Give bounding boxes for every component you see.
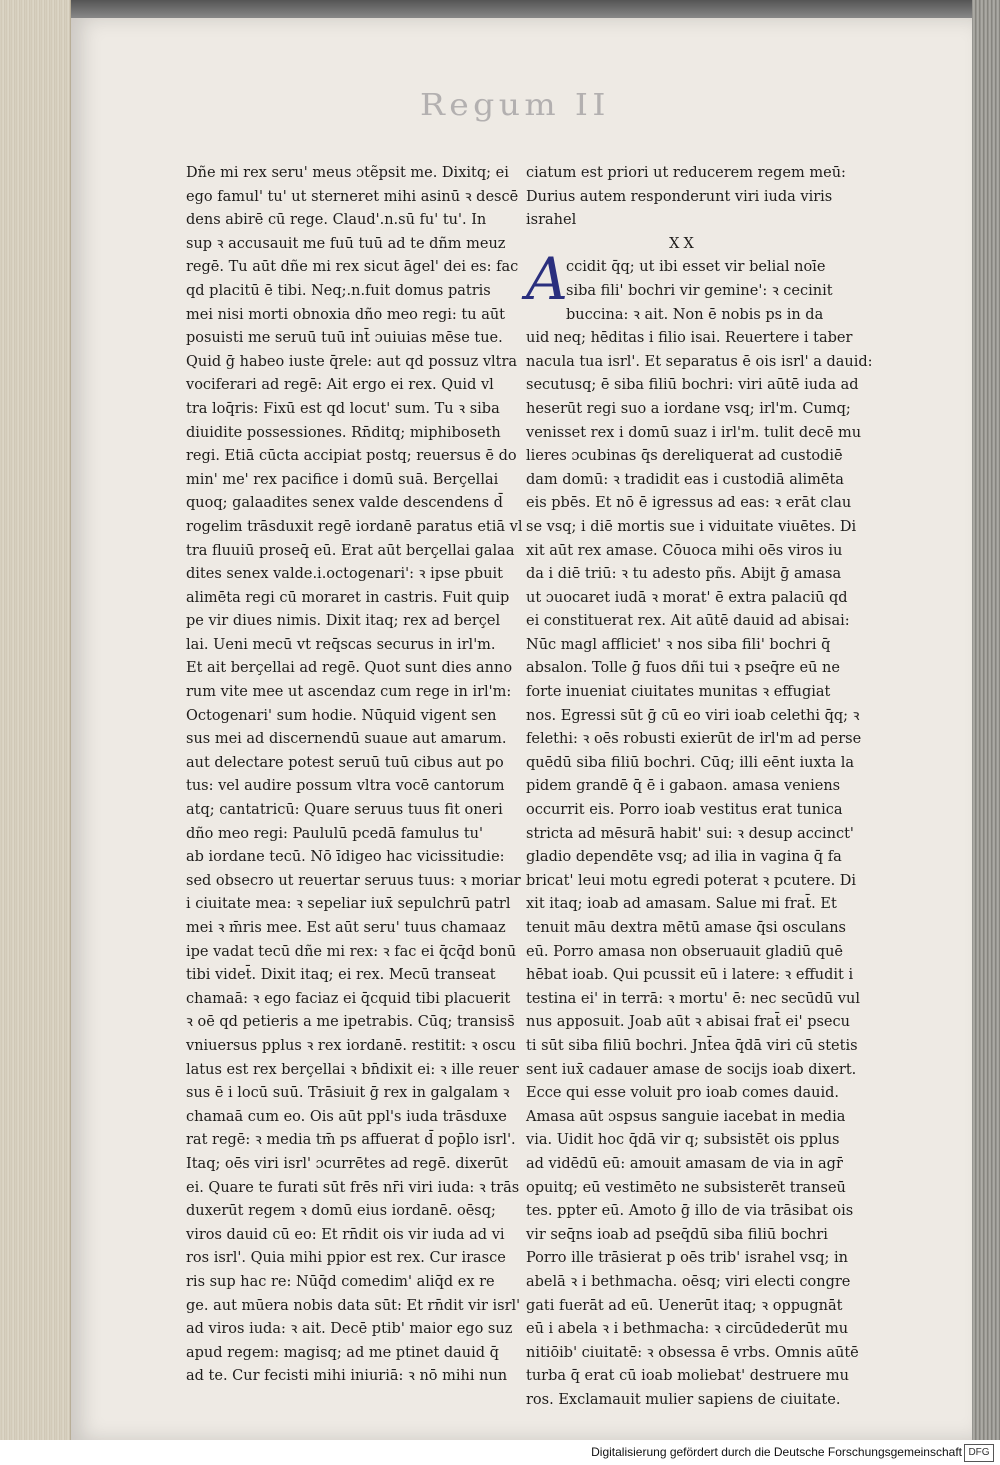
text-line: quoq; galaadites senex valde descendens d̄ <box>186 495 503 512</box>
text-line: uid neq; hēditas i filio isai. Reuertere i taber <box>526 330 853 347</box>
text-line: pidem grandē q̄ ē i gabaon. amasa veniens <box>526 778 841 795</box>
text-line: nos. Egressi sūt ḡ cū eo viri ioab celethi q̄q; ꝛ <box>526 707 860 724</box>
text-line: xit aūt rex amase. Cōuoca mihi oēs viros iu <box>526 542 843 559</box>
text-line: ei. Quare te furati sūt frēs nr̄i viri iuda: ꝛ trās <box>186 1179 520 1196</box>
text-line: Porro ille trāsierat p oēs trib' israhel vsq; in <box>526 1250 849 1267</box>
text-line: nus apposuit. Joab aūt ꝛ abisai frat̄ ei' psecu <box>526 1014 850 1031</box>
text-line: chamaā cum eo. Ois aūt ppl's iuda trāsduxe <box>186 1108 507 1125</box>
text-line: dam domū: ꝛ tradidit eas i custodiā alimēta <box>526 471 844 488</box>
text-line: aut delectare potest seruū tuū cibus aut po <box>186 754 504 771</box>
text-line: occurrit eis. Porro ioab vestitus erat tunica <box>526 802 843 819</box>
text-line: ge. aut mūera nobis data sūt: Et rn̄dit vir isrl' <box>186 1297 521 1314</box>
running-head: Regum II <box>420 88 610 123</box>
text-line: dites senex valde.i.octogenari': ꝛ ipse pbuit <box>186 566 504 583</box>
text-line: venisset rex i domū suaz i irl'm. tulit decē mu <box>526 424 862 441</box>
text-line: Dñe mi rex seru' meus ɔtẽpsit me. Dixitq; ei <box>186 165 509 181</box>
text-line: atq; cantatricū: Quare seruus tuus fit oneri <box>186 802 503 819</box>
text-line: regē. Tu aūt dñe mi rex sicut āgel' dei es: fac <box>186 259 519 276</box>
text-line: nitiōib' ciuitatē: ꝛ obsessa ē vrbs. Omnis aūtē <box>526 1344 859 1361</box>
text-line: Quid ḡ habeo iuste q̄rele: aut qd possuz vltra <box>186 353 518 370</box>
text-line: ego famul' tu' ut sterneret mihi asinū ꝛ descē <box>186 188 519 205</box>
text-line: i ciuitate mea: ꝛ sepeliar iux̄ sepulchrū patrl <box>186 896 511 913</box>
text-line: posuisti me seruū tuū int̄ ɔuiuias mēse tue. <box>186 330 503 347</box>
text-line: Amasa aūt ɔspsus sanguie iacebat in media <box>526 1108 846 1125</box>
text-line: ꝛ oē qd petieris a me ipetrabis. Cūq; transiss̄ <box>186 1014 515 1031</box>
text-line: Ecce qui esse voluit pro ioab comes dauid. <box>526 1085 839 1102</box>
text-line: Et ait berçellai ad regē. Quot sunt dies anno <box>186 660 513 677</box>
right-text-column <box>526 162 873 1412</box>
text-line: opuitq; eū vestimēto ne subsisterēt transeū <box>526 1179 846 1196</box>
text-line: hēbat ioab. Qui pcussit eū i latere: ꝛ effudit i <box>526 967 854 984</box>
text-line: abelā ꝛ i bethmacha. oēsq; viri electi congre <box>526 1273 851 1290</box>
text-line: vir seq̄ns ioab ad pseq̄dū siba filiū bochri <box>526 1226 828 1243</box>
text-line: ad te. Cur fecisti mihi iniuriā: ꝛ nō mihi nun <box>186 1368 508 1385</box>
text-line: tes. ppter eū. Amoto ḡ illo de via trāsibat ois <box>526 1203 854 1220</box>
text-line: absalon. Tolle ḡ fuos dñi tui ꝛ pseq̄re eū ne <box>526 660 840 677</box>
text-line: ad viros iuda: ꝛ ait. Decē ptib' maior ego suz <box>186 1321 513 1338</box>
text-line: tibi videt̄. Dixit itaq; ei rex. Mecū transeat <box>186 967 496 984</box>
text-line: stricta ad mēsurā habit' sui: ꝛ desup accinct' <box>526 825 854 842</box>
text-line: testina ei' in terrā: ꝛ mortu' ē: nec secūdū vul <box>526 990 860 1007</box>
text-line: israhel <box>526 212 577 229</box>
text-line: Nūc magl affliciet' ꝛ nos siba fili' bochri q̄ <box>526 636 831 653</box>
text-line: quēdū siba filiū bochri. Cūq; illi eēnt iuxta la <box>526 754 855 771</box>
text-line: ei constituerat rex. Ait aūtē dauid ad abisai: <box>526 613 850 630</box>
text-line: dens abirē cū rege. Claud'.n.sū fu' tu'. In <box>186 212 487 229</box>
text-line: ciatum est priori ut reducerem regem meū: <box>526 165 846 181</box>
text-line: ut ɔuocaret iudā ꝛ morat' ē extra palaciū qd <box>526 589 848 606</box>
text-line: ti sūt siba filiū bochri. Jnt̄ea q̄dā viri cū stetis <box>526 1037 858 1054</box>
scanner-top-band <box>0 0 1000 18</box>
book-edge-right <box>972 0 1000 1440</box>
text-line: ros isrl'. Quia mihi ppior est rex. Cur irasce <box>186 1250 506 1267</box>
text-line: qd placitū ē tibi. Neq;.n.fuit domus patris <box>186 282 491 299</box>
footer-credit: Digitalisierung gefördert durch die Deutsche Forschungsgemeinschaft <box>591 1445 962 1459</box>
left-text-column <box>186 162 523 1389</box>
text-line: apud regem: magisq; ad me ptinet dauid q̄ <box>186 1344 499 1361</box>
text-line: turba q̄ erat cū ioab moliebat' destruere mu <box>526 1368 849 1385</box>
text-line: sus mei ad discernendū suaue aut amarum. <box>186 731 507 748</box>
text-line: eū i abela ꝛ i bethmacha: ꝛ circūdederūt mu <box>526 1321 849 1338</box>
book-edge-left <box>0 0 71 1440</box>
text-line: Durius autem responderunt viri iuda viris <box>526 188 833 205</box>
text-line: buccina: ꝛ ait. Non ē nobis ps in da <box>566 306 824 323</box>
text-line: xit itaq; ioab ad amasam. Salue mi frat̄. Et <box>526 896 837 913</box>
text-line: felethi: ꝛ oēs robusti exierūt de irl'm ad perse <box>526 731 862 748</box>
text-line: rogelim trāsduxit regē iordanē paratus etiā vl <box>186 518 523 535</box>
text-line: da i diē triū: ꝛ tu adesto pñs. Abijt ḡ amasa <box>526 566 842 583</box>
text-line: ad vidēdū eū: amouit amasam de via in agr̄ <box>526 1155 843 1172</box>
text-line: ris sup hac re: Nūq̄d comedim' aliq̄d ex re <box>186 1273 495 1290</box>
text-line: nacula tua isrl'. Et separatus ē ois isrl' a dauid: <box>526 353 873 370</box>
text-line: chamaā: ꝛ ego faciaz ei q̄cquid tibi placuerit <box>186 990 511 1007</box>
text-line: eū. Porro amasa non obseruauit gladiū quē <box>526 943 843 960</box>
text-line: viros dauid cū eo: Et rn̄dit ois vir iuda ad vi <box>186 1226 505 1243</box>
chapter-number: XX <box>669 235 698 252</box>
text-line: rum vite mee ut ascendaz cum rege in irl'm: <box>186 684 512 701</box>
text-line: sed obsecro ut reuertar seruus tuus: ꝛ moriar <box>186 872 521 889</box>
text-line: via. Uidit hoc q̄dā vir q; subsistēt ois pplus <box>526 1132 840 1149</box>
text-line: sus ē i locū suū. Trāsiuit ḡ rex in galgalam ꝛ <box>186 1085 510 1102</box>
text-line: ipe vadat tecū dñe mi rex: ꝛ fac ei q̄cq̄d bonū <box>186 943 517 960</box>
text-line: latus est rex berçellai ꝛ bn̄dixit ei: ꝛ ille reuer <box>186 1061 519 1078</box>
dfg-logo: DFG <box>964 1444 994 1462</box>
text-line: tra loq̄ris: Fixū est qd locut' sum. Tu ꝛ siba <box>186 400 500 417</box>
text-line: ab iordane tecū. Nō īdigeo hac vicissitudie: <box>186 849 505 866</box>
text-line: ccidit q̄q; ut ibi esset vir belial noīe <box>566 259 826 276</box>
text-line: sent iux̄ cadauer amase de socijs ioab dixert. <box>526 1061 857 1078</box>
text-line: tenuit māu dextra mētū amase q̄si osculans <box>526 920 846 936</box>
text-line: tra fluuiū proseq̄ eū. Erat aūt berçellai galaa <box>186 542 515 559</box>
text-line: duxerūt regem ꝛ domū eius iordanē. oēsq; <box>186 1203 496 1220</box>
text-line: dño meo regi: Paululū pcedā famulus tu' <box>186 825 484 842</box>
text-line: vociferari ad regē: Ait ergo ei rex. Quid vl <box>186 377 494 394</box>
text-line: gati fuerāt ad eū. Uenerūt itaq; ꝛ oppugnāt <box>526 1297 843 1314</box>
text-line: diuidite possessiones. Rn̄ditq; miphiboseth <box>186 424 501 441</box>
decorated-initial: A <box>526 245 568 314</box>
text-line: pe vir diues nimis. Dixit itaq; rex ad berçel <box>186 613 501 630</box>
text-line: forte inueniat ciuitates munitas ꝛ effugiat <box>526 684 831 701</box>
text-line: heserūt regi suo a iordane vsq; irl'm. Cumq; <box>526 400 851 417</box>
text-line: secutusq; ē siba filiū bochri: viri aūtē iuda ad <box>526 377 859 394</box>
text-line: alimēta regi cū moraret in castris. Fuit quip <box>186 589 510 606</box>
text-line: mei nisi morti obnoxia dño meo regi: tu aūt <box>186 306 506 323</box>
text-line: tus: vel audire possum vltra vocē cantorum <box>186 778 505 795</box>
text-line: vniuersus pplus ꝛ rex iordanē. restitit: ꝛ oscu <box>186 1037 516 1054</box>
text-line: gladio dependēte vsq; ad ilia in vagina q̄ fa <box>526 849 842 866</box>
text-line: rat regē: ꝛ media tm̄ ps affuerat d̄ pop̄lo isrl'. <box>186 1132 516 1149</box>
text-line: eis pbēs. Et nō ē igressus ad eas: ꝛ erāt clau <box>526 495 852 512</box>
text-line: regi. Etiā cūcta accipiat postq; reuersus ē do <box>186 448 517 465</box>
footer-bar <box>0 1440 1000 1465</box>
text-line: ros. Exclamauit mulier sapiens de ciuitate. <box>526 1391 841 1408</box>
text-line: lieres ɔcubinas q̄s dereliquerat ad custodiē <box>526 448 843 465</box>
text-line: min' me' rex pacifice i domū suā. Berçellai <box>186 471 499 488</box>
text-line: bricat' leui motu egredi poterat ꝛ pcutere. Di <box>526 872 857 889</box>
text-line: se vsq; i diē mortis sue i viduitate viuētes. Di <box>526 518 857 535</box>
text-line: Itaq; oēs viri isrl' ɔcurrētes ad regē. dixerūt <box>186 1155 508 1172</box>
text-line: siba fili' bochri vir gemine': ꝛ cecinit <box>566 282 833 299</box>
text-line: mei ꝛ m̄ris mee. Est aūt seru' tuus chamaaz <box>186 920 506 936</box>
text-line: Octogenari' sum hodie. Nūquid vigent sen <box>186 707 497 724</box>
text-line: lai. Ueni mecū vt req̄scas securus in irl'm. <box>186 636 496 653</box>
text-line: sup ꝛ accusauit me fuū tuū ad te dñm meuz <box>186 235 506 252</box>
